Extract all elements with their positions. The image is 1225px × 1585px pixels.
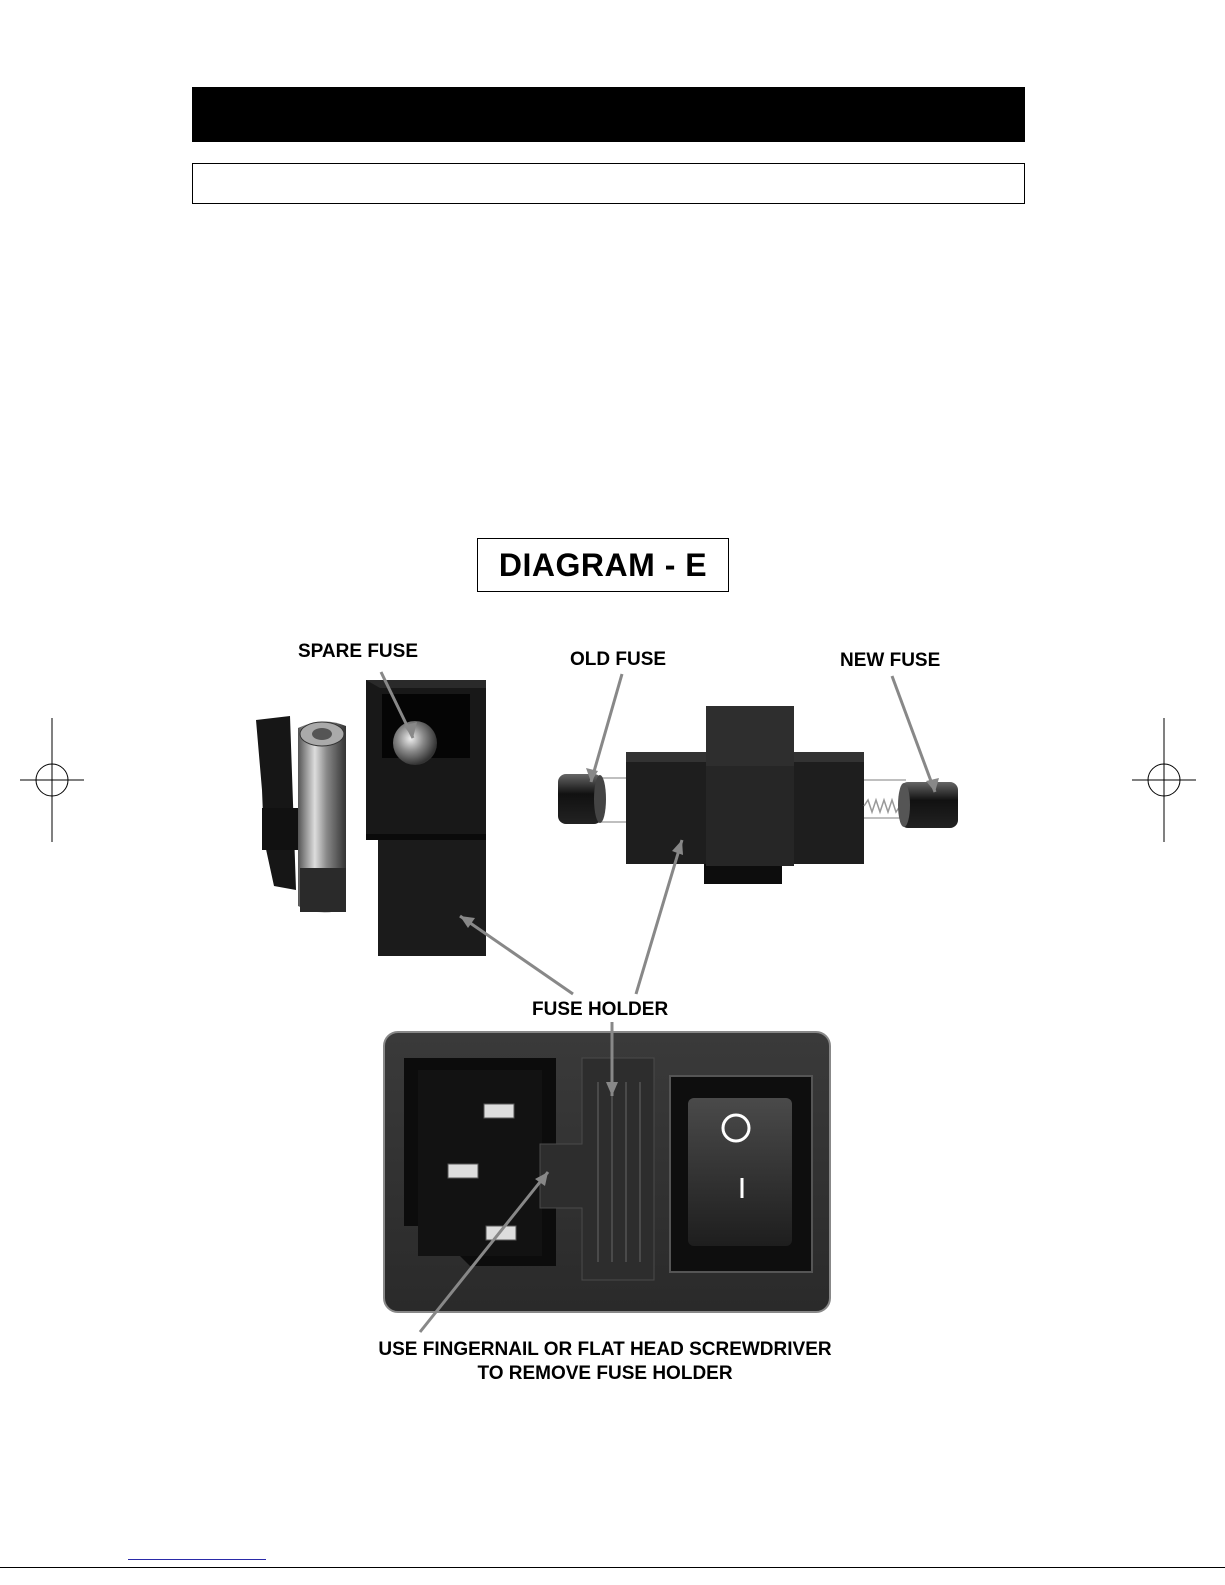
fuse-holder-upright-photo	[256, 680, 486, 956]
registration-mark-left	[20, 718, 84, 842]
new-fuse-label: NEW FUSE	[840, 650, 941, 671]
power-inlet-panel-photo	[384, 1032, 830, 1312]
footer-link-underline	[128, 1559, 266, 1560]
fuse-holder-horizontal-photo	[558, 706, 958, 884]
registration-mark-right	[1132, 718, 1196, 842]
instruction-line-1: USE FINGERNAIL OR FLAT HEAD SCREWDRIVER	[378, 1339, 832, 1360]
fuse-holder-label: FUSE HOLDER	[532, 999, 669, 1020]
spare-fuse-label: SPARE FUSE	[298, 641, 419, 662]
instruction-text	[330, 1338, 880, 1386]
diagram-title: DIAGRAM - E	[498, 546, 708, 583]
instruction-line-2: TO REMOVE FUSE HOLDER	[477, 1363, 733, 1384]
old-fuse-label: OLD FUSE	[570, 649, 667, 670]
footer-rule	[0, 1567, 1225, 1568]
